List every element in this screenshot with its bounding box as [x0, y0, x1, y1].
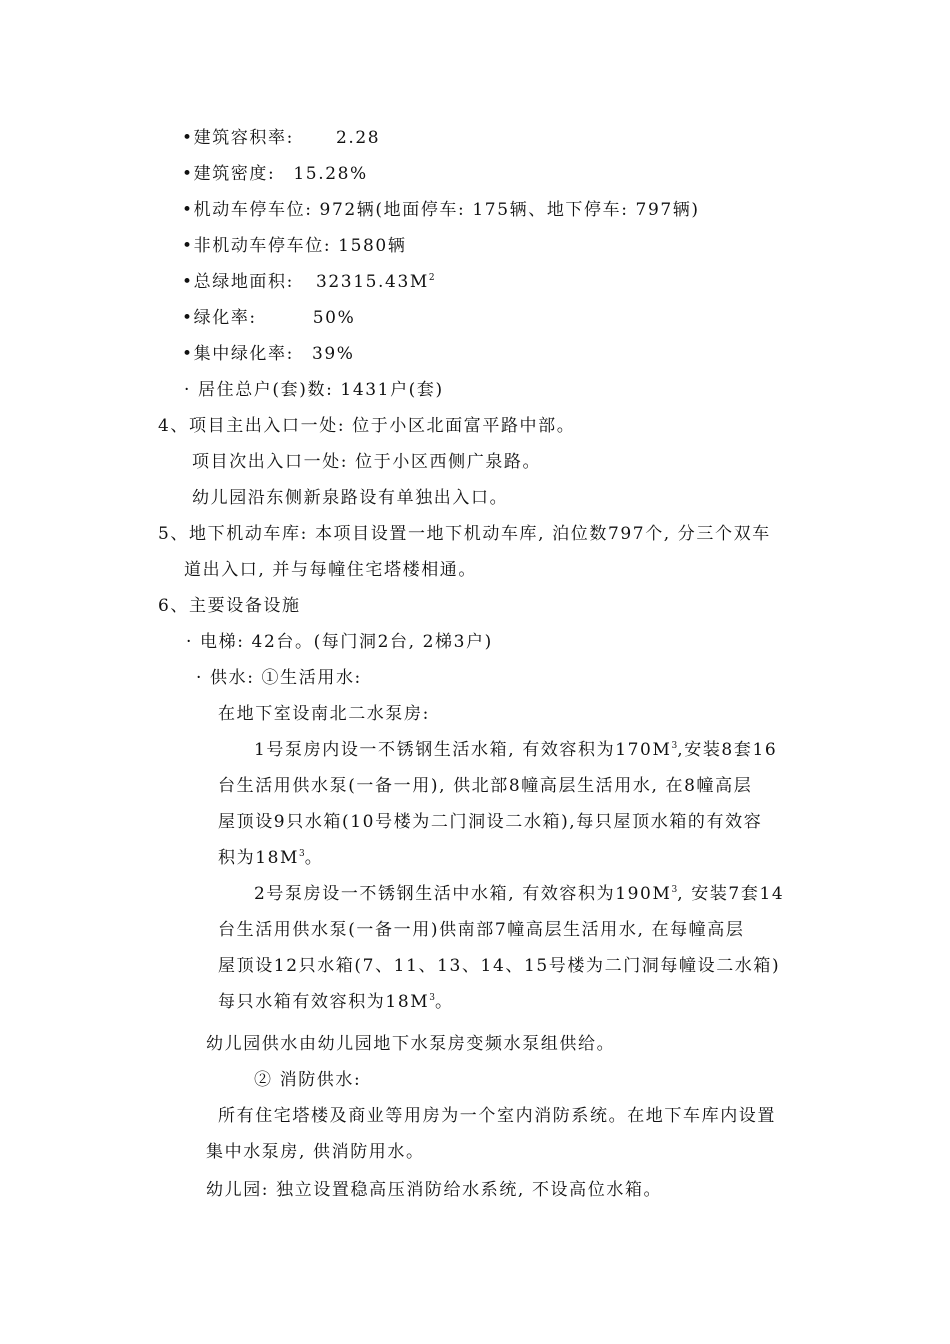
green-area-superscript: 2 [428, 273, 435, 283]
pump2-line4-text: 每只水箱有效容积为18M [218, 992, 430, 1012]
section5-line1: 5、地下机动车库: 本项目设置一地下机动车库, 泊位数797个, 分三个双车 [158, 524, 771, 544]
pump1-line1-text: 1号泵房内设一不锈钢生活水箱, 有效容积为170M [254, 740, 672, 760]
pump2-volume-superscript: 3 [671, 885, 678, 895]
households-line: · 居住总户(套)数: 1431户(套) [184, 380, 444, 400]
nonmotor-parking-line: •非机动车停车位: 1580辆 [182, 236, 407, 256]
pump1-line1-tail: ,安装8套16 [677, 740, 778, 760]
pump2-line3: 屋顶设12只水箱(7、11、13、14、15号楼为二门洞每幢设二水箱) [218, 956, 781, 976]
fire-water-title: ② 消防供水: [254, 1070, 362, 1090]
fire-line1: 所有住宅塔楼及商业等用房为一个室内消防系统。在地下车库内设置 [218, 1106, 776, 1126]
pump2-line1-tail: , 安装7套14 [677, 884, 785, 904]
pump2-line1 [254, 882, 784, 906]
pump1-line4-tail: 。 [304, 848, 324, 868]
fire-kindergarten-line: 幼儿园: 独立设置稳高压消防给水系统, 不设高位水箱。 [206, 1180, 663, 1200]
section5-line2: 道出入口, 并与每幢住宅塔楼相通。 [184, 560, 478, 580]
pump1-line4 [218, 846, 323, 870]
green-area-value: 32315.43M [315, 272, 429, 292]
water-supply-title: · 供水: ①生活用水: [196, 668, 362, 688]
pump1-line1 [254, 738, 777, 762]
central-green-label: •集中绿化率: [182, 344, 294, 364]
pump-rooms-line: 在地下室设南北二水泵房: [218, 704, 430, 724]
motor-parking-line: •机动车停车位: 972辆(地面停车: 175辆、地下停车: 797辆) [182, 200, 700, 220]
density-value: 15.28% [293, 164, 368, 184]
section6-title: 6、主要设备设施 [158, 596, 301, 616]
pump1-line2: 台生活用供水泵(一备一用), 供北部8幢高层生活用水, 在8幢高层 [218, 776, 753, 796]
fire-line2: 集中水泵房, 供消防用水。 [206, 1142, 425, 1162]
central-green-line [182, 342, 355, 366]
elevator-line: · 电梯: 42台。(每门洞2台, 2梯3户) [186, 632, 493, 652]
section4-line1: 4、项目主出入口一处: 位于小区北面富平路中部。 [158, 416, 576, 436]
green-rate-line [182, 306, 355, 330]
far-label: •建筑容积率: [182, 128, 294, 148]
density-line [182, 162, 368, 186]
pump1-tank-superscript: 3 [299, 849, 305, 859]
pump2-line2: 台生活用供水泵(一备一用)供南部7幢高层生活用水, 在每幢高层 [218, 920, 745, 940]
pump1-line3: 屋顶设9只水箱(10号楼为二门洞设二水箱),每只屋顶水箱的有效容 [218, 812, 763, 832]
green-rate-value: 50% [312, 308, 356, 328]
green-rate-label: •绿化率: [182, 308, 257, 328]
central-green-value: 39% [311, 344, 355, 364]
section4-line3: 幼儿园沿东侧新泉路设有单独出入口。 [192, 488, 509, 508]
pump2-line4-tail: 。 [434, 992, 454, 1012]
far-line [182, 126, 380, 150]
density-label: •建筑密度: [182, 164, 276, 184]
kindergarten-supply-line: 幼儿园供水由幼儿园地下水泵房变频水泵组供给。 [206, 1034, 616, 1054]
pump2-line4 [218, 990, 454, 1014]
green-area-line [182, 270, 435, 294]
pump1-volume-superscript: 3 [671, 741, 678, 751]
far-value: 2.28 [335, 128, 381, 148]
pump1-line4-text: 积为18M [218, 848, 300, 868]
green-area-label: •总绿地面积: [182, 272, 294, 292]
pump2-tank-superscript: 3 [429, 993, 435, 1003]
pump2-line1-text: 2号泵房设一不锈钢生活中水箱, 有效容积为190M [254, 884, 672, 904]
section4-line2: 项目次出入口一处: 位于小区西侧广泉路。 [192, 452, 542, 472]
